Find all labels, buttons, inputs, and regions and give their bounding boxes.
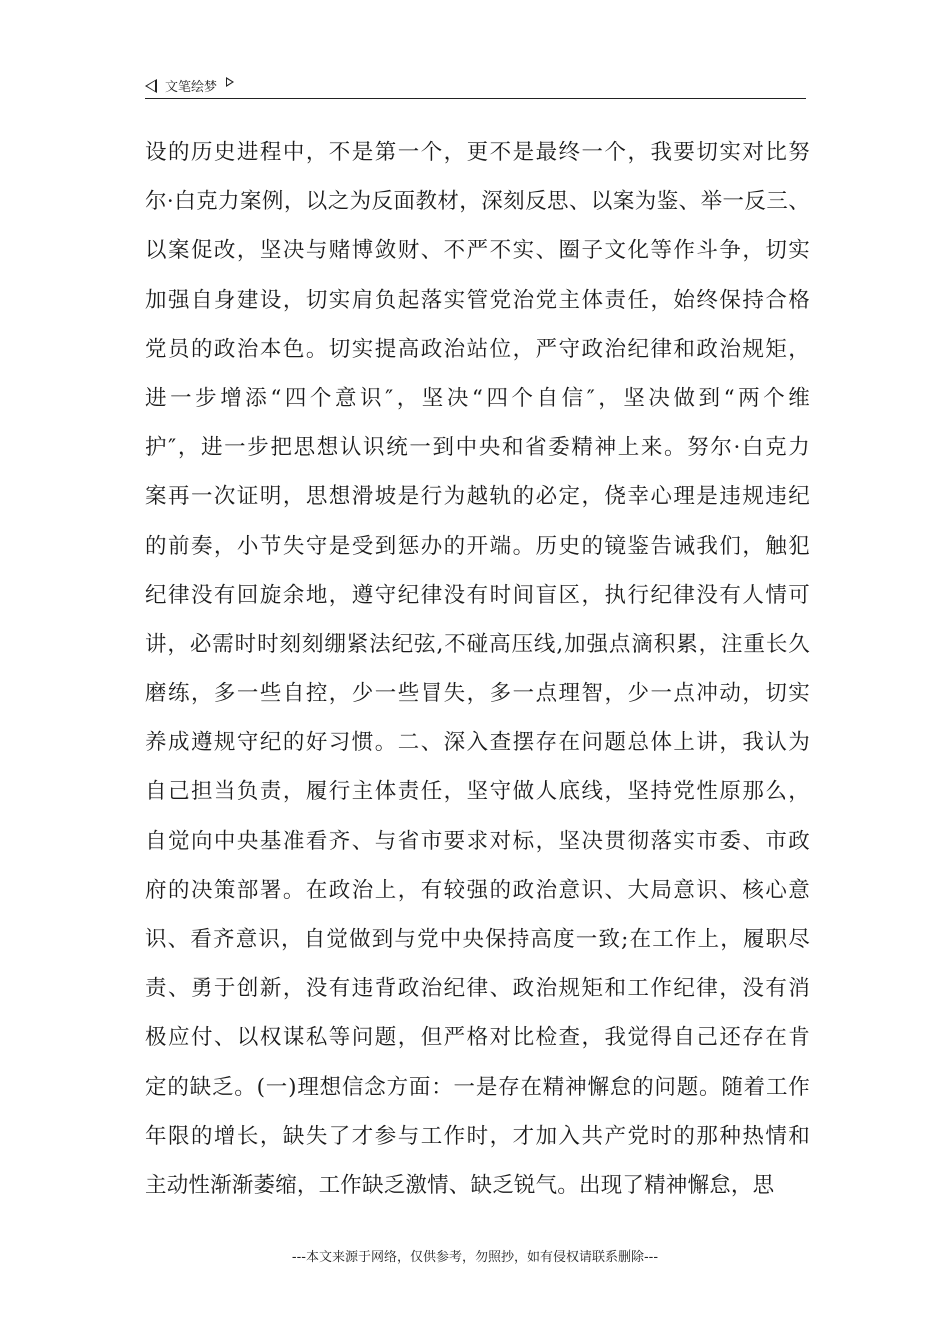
body-line: 纪律没有回旋余地，遵守纪律没有时间盲区，执行纪律没有人情可 bbox=[145, 582, 810, 608]
left-triangle-icon bbox=[145, 79, 157, 93]
body-line: 护″，进一步把思想认识统一到中央和省委精神上来。努尔·白克力 bbox=[145, 435, 810, 461]
body-line: 定的缺乏。(一)理想信念方面：一是存在精神懈怠的问题。随着工作 bbox=[145, 1074, 810, 1100]
header-title: 文笔绘梦 bbox=[165, 80, 218, 95]
body-line: 案再一次证明，思想滑坡是行为越轨的必定，侥幸心理是违规违纪 bbox=[145, 484, 810, 510]
body-line: 识、看齐意识，自觉做到与党中央保持高度一致;在工作上，履职尽 bbox=[145, 927, 810, 952]
body-line: 以案促改，坚决与赌博敛财、不严不实、圈子文化等作斗争，切实 bbox=[145, 238, 810, 264]
body-line: 责、勇于创新，没有违背政治纪律、政治规矩和工作纪律，没有消 bbox=[145, 976, 810, 1002]
body-line: 讲，必需时时刻刻绷紧法纪弦,不碰高压线,加强点滴积累，注重长久 bbox=[145, 631, 810, 657]
body-line: 进一步增添“四个意识″，坚决“四个自信″，坚决做到“两个维 bbox=[145, 385, 810, 411]
document-body bbox=[145, 128, 810, 1210]
body-line: 磨练，多一些自控，少一些冒失，多一点理智，少一点冲动，切实 bbox=[145, 681, 810, 707]
page-footer: ---本文来源于网络，仅供参考，勿照抄，如有侵权请联系删除--- bbox=[291, 1250, 659, 1265]
body-line: 府的决策部署。在政治上，有较强的政治意识、大局意识、核心意 bbox=[145, 877, 810, 903]
body-line: 自己担当负责，履行主体责任，坚守做人底线，坚持党性原那么， bbox=[145, 779, 810, 805]
right-triangle-icon bbox=[226, 77, 234, 87]
body-line: 主动性渐渐萎缩，工作缺乏激情、缺乏锐气。出现了精神懈怠，思 bbox=[145, 1172, 775, 1198]
body-line: 加强自身建设，切实肩负起落实管党治党主体责任，始终保持合格 bbox=[145, 287, 810, 313]
body-line: 自觉向中央基准看齐、与省市要求对标，坚决贯彻落实市委、市政 bbox=[145, 828, 810, 854]
body-line: 尔·白克力案例，以之为反面教材，深刻反思、以案为鉴、举一反三、 bbox=[145, 189, 810, 215]
body-line: 党员的政治本色。切实提高政治站位，严守政治纪律和政治规矩， bbox=[145, 336, 810, 362]
header-brand bbox=[145, 76, 234, 95]
page-header bbox=[145, 70, 806, 99]
body-line: 的前奏，小节失守是受到惩办的开端。历史的镜鉴告诫我们，触犯 bbox=[145, 533, 810, 559]
body-line: 年限的增长，缺失了才参与工作时，才加入共产党时的那种热情和 bbox=[145, 1123, 810, 1149]
body-line: 极应付、以权谋私等问题，但严格对比检查，我觉得自己还存在肯 bbox=[145, 1025, 810, 1051]
body-line: 设的历史进程中，不是第一个，更不是最终一个，我要切实对比努 bbox=[145, 140, 810, 165]
body-line: 养成遵规守纪的好习惯。二、深入查摆存在问题总体上讲，我认为 bbox=[145, 730, 810, 756]
